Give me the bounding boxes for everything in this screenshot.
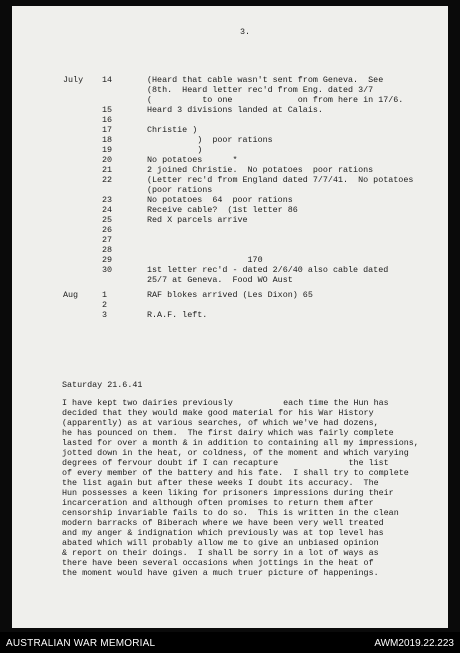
paragraph-line: Hun possesses a keen liking for prisoners impressions during their — [62, 488, 394, 498]
diary-entry-text: Christie ) — [147, 125, 198, 135]
footer-accession-number: AWM2019.22.223 — [374, 638, 454, 649]
entry-heading: Saturday 21.6.41 — [62, 380, 143, 390]
diary-day: 17 — [102, 125, 113, 135]
diary-day: 26 — [102, 225, 113, 235]
diary-day: 25 — [102, 215, 113, 225]
paragraph-line: the list again but after these weeks I doubt its accuracy. The — [62, 478, 379, 488]
paragraph-line: (apparently) as at various searches, of which we've had dozens, — [62, 418, 379, 428]
diary-entry-text: Red X parcels arrive — [147, 215, 248, 225]
diary-day: 2 — [102, 300, 108, 310]
paragraph-line: modern barracks of Biberach where we have been very well treated — [62, 518, 384, 528]
diary-day: 1 — [102, 290, 108, 300]
diary-entry-text: 170 — [147, 255, 263, 265]
diary-day: 22 — [102, 175, 113, 185]
page-number: 3. — [240, 27, 251, 37]
diary-day: 29 — [102, 255, 113, 265]
diary-day: 14 — [102, 75, 113, 85]
diary-entry-text: Receive cable? (1st letter 86 — [147, 205, 298, 215]
paragraph-line: of every member of the battery and his fate. I shall try to complete — [62, 468, 409, 478]
paragraph-line: decided that they would make good material for his War History — [62, 408, 374, 418]
paragraph-line: degrees of fervour doubt if I can recapture the list — [62, 458, 389, 468]
diary-entry-text: (Letter rec'd from England dated 7/7/41. No potatoes — [147, 175, 414, 185]
diary-entry-text: No potatoes * — [147, 155, 238, 165]
diary-day: 18 — [102, 135, 113, 145]
paragraph-line: lasted for over a month & in addition to containing all my impressions, — [62, 438, 419, 448]
paragraph-line: the moment would have given a much truer picture of happenings. — [62, 568, 379, 578]
paragraph-line: there have been several occasions when jottings in the heat of — [62, 558, 374, 568]
diary-day: 30 — [102, 265, 113, 275]
diary-month: Aug — [63, 290, 79, 300]
diary-day: 27 — [102, 235, 113, 245]
diary-entry-text: ) poor rations — [147, 135, 273, 145]
paragraph-line: & report on their doings. I shall be sorry in a lot of ways as — [62, 548, 379, 558]
paragraph-line: I have kept two dairies previously each time the Hun has — [62, 398, 389, 408]
paragraph-line: jotted down in the heat, or coldness, of the moment and which varying — [62, 448, 409, 458]
diary-day: 23 — [102, 195, 113, 205]
diary-month: July — [63, 75, 84, 85]
diary-day: 21 — [102, 165, 113, 175]
diary-entry-text: ( to one on from here in 17/6. — [147, 95, 404, 105]
document-page — [12, 6, 448, 628]
footer-institution: AUSTRALIAN WAR MEMORIAL — [6, 638, 156, 649]
diary-entry-text: (8th. Heard letter rec'd from Eng. dated 3/7 — [147, 85, 374, 95]
footer-bar — [0, 632, 460, 653]
paragraph-line: censorship invariable fails to do so. This is written in the clean — [62, 508, 399, 518]
diary-day: 28 — [102, 245, 113, 255]
paragraph-line: incarceration and although often promises to return them after — [62, 498, 374, 508]
diary-entry-text: 1st letter rec'd - dated 2/6/40 also cable dated — [147, 265, 389, 275]
diary-entry-text: (poor rations — [147, 185, 213, 195]
diary-day: 16 — [102, 115, 113, 125]
diary-day: 3 — [102, 310, 108, 320]
diary-entry-text: ) — [147, 145, 203, 155]
diary-entry-text: No potatoes 64 poor rations — [147, 195, 293, 205]
diary-entry-text: R.A.F. left. — [147, 310, 208, 320]
diary-day: 15 — [102, 105, 113, 115]
paragraph-line: he has pounced on them. The first dairy which was fairly complete — [62, 428, 394, 438]
paragraph-line: abated which will probably allow me to give an unbiased opinion — [62, 538, 379, 548]
diary-day: 19 — [102, 145, 113, 155]
diary-entry-text: RAF blokes arrived (Les Dixon) 65 — [147, 290, 313, 300]
diary-entry-text: 2 joined Christie. No potatoes poor rations — [147, 165, 374, 175]
diary-day: 24 — [102, 205, 113, 215]
diary-day: 20 — [102, 155, 113, 165]
diary-entry-text: 25/7 at Geneva. Food WO Aust — [147, 275, 293, 285]
paragraph-line: and my anger & indignation which previously was at top level has — [62, 528, 384, 538]
diary-entry-text: Heard 3 divisions landed at Calais. — [147, 105, 323, 115]
diary-entry-text: (Heard that cable wasn't sent from Geneva. See — [147, 75, 384, 85]
